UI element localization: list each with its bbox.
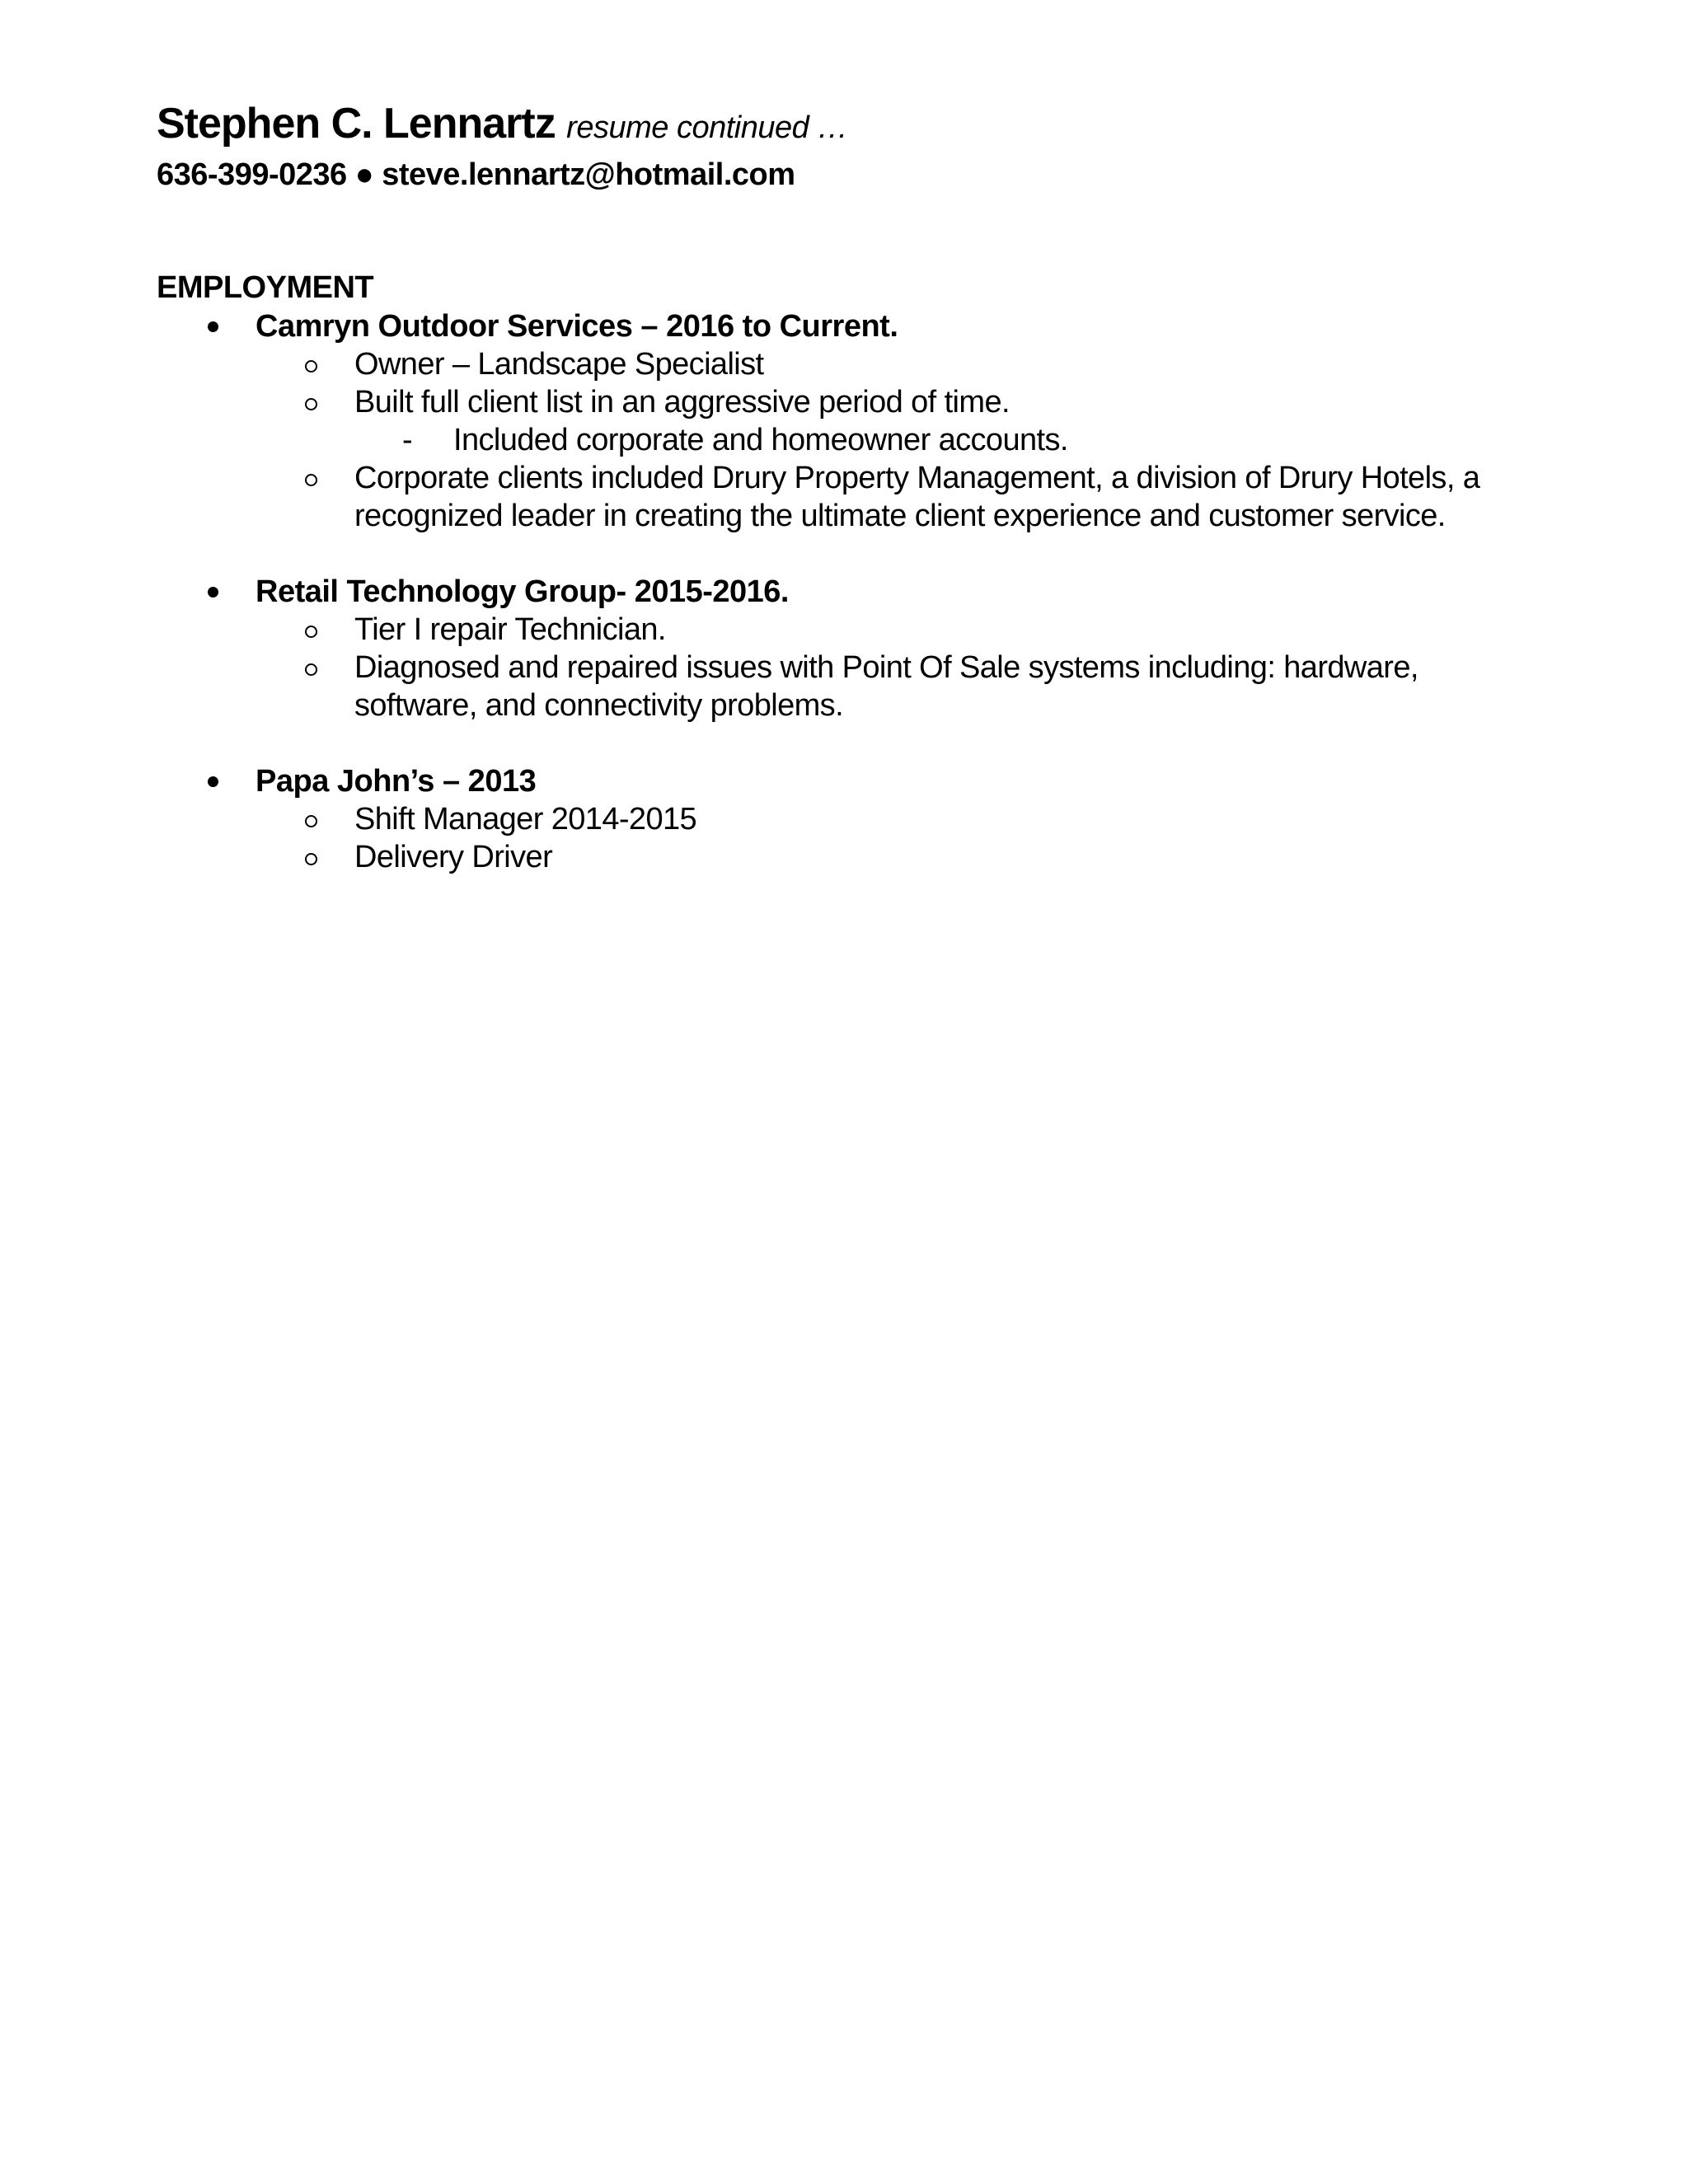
employer-heading xyxy=(157,573,1541,611)
detail-text: Shift Manager 2014-2015 xyxy=(354,802,697,837)
detail-item xyxy=(157,800,1541,838)
circle-bullet-icon xyxy=(305,626,317,638)
contact-info: 636-399-0236 ● steve.lennartz@hotmail.com xyxy=(157,157,795,192)
candidate-name: Stephen C. Lennartz xyxy=(157,100,556,148)
name-line xyxy=(157,97,1541,154)
detail-item xyxy=(157,345,1541,383)
employer-entry xyxy=(157,762,1541,876)
sub-detail-item xyxy=(157,421,1541,459)
detail-item xyxy=(157,649,1541,724)
employer-details xyxy=(157,345,1541,535)
resume-continued-note: resume continued … xyxy=(566,110,848,145)
employer-entry xyxy=(157,573,1541,724)
detail-text: Diagnosed and repaired issues with Point Of Sale systems including: hardware, software, and connectivity problems. xyxy=(354,650,1418,723)
employer-heading-text: Papa John’s – 2013 xyxy=(256,764,537,799)
detail-item xyxy=(157,838,1541,876)
detail-text: Delivery Driver xyxy=(354,840,553,874)
section-title-employment: EMPLOYMENT xyxy=(157,270,374,305)
bullet-icon xyxy=(208,587,218,598)
detail-item xyxy=(157,459,1541,535)
sub-detail-text: Included corporate and homeowner accounts. xyxy=(453,423,1068,457)
circle-bullet-icon xyxy=(305,360,317,373)
detail-text: Corporate clients included Drury Property Management, a division of Drury Hotels, a recognized leader in creating the ultimate client experience and customer service. xyxy=(354,461,1480,533)
bullet-icon xyxy=(208,321,218,332)
resume-page xyxy=(157,97,1541,876)
circle-bullet-icon xyxy=(305,398,317,410)
employer-heading-text: Camryn Outdoor Services – 2016 to Current. xyxy=(256,309,898,344)
detail-item xyxy=(157,611,1541,649)
circle-bullet-icon xyxy=(305,815,317,827)
employer-details xyxy=(157,611,1541,724)
detail-text: Built full client list in an aggressive period of time. xyxy=(354,385,1010,419)
bullet-icon xyxy=(208,776,218,787)
employer-details xyxy=(157,800,1541,876)
circle-bullet-icon xyxy=(305,853,317,865)
detail-text: Tier I repair Technician. xyxy=(354,612,666,647)
dash-bullet-icon: - xyxy=(402,423,413,457)
circle-bullet-icon xyxy=(305,474,317,486)
circle-bullet-icon xyxy=(305,663,317,676)
detail-text: Owner – Landscape Specialist xyxy=(354,347,764,382)
employer-heading-text: Retail Technology Group- 2015-2016. xyxy=(256,574,789,609)
employer-entry xyxy=(157,307,1541,535)
employer-heading xyxy=(157,307,1541,345)
detail-item xyxy=(157,383,1541,421)
employer-heading xyxy=(157,762,1541,800)
